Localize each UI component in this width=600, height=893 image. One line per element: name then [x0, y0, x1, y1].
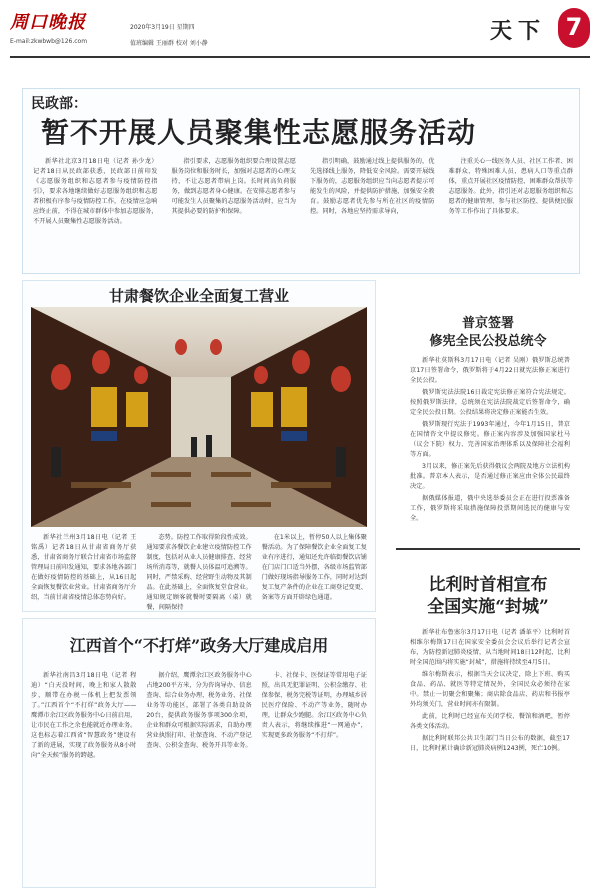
article-paragraph: 新华社布鲁塞尔3月17日电（记者 潘革平）比利时首相维尔梅斯17日在国家安全委员会会议后举行记者会宣布，为防控新冠肺炎疫情，从当地时间18日12时起，比利时全国范围内将实施“封城”，措施将持续至4月5日。 [410, 629, 570, 666]
editor-credits: 值班编辑 王丽群 校对 刘小静 [130, 40, 208, 47]
article-headline: 江西首个“不打烊”政务大厅建成启用 [69, 636, 329, 655]
email-line: E-mail:zkwbwb@126.com [10, 38, 88, 45]
masthead-divider [10, 56, 590, 58]
issue-date: 2020年3月19日 星期四 [130, 24, 195, 31]
article-column: 指引明确，鼓励通过线上提供服务的，优先选择线上服务，降低安全风险。需要开展线下服务的，志愿服务组织应当向志愿者提示可能发生的风险，并提供防护措施，加强安全教育。鼓励志愿者优先参与所在社区的疫情防控。同时，各地应坚持需求导向， [310, 158, 435, 215]
article-subheadline: 全国实施“封城” [427, 597, 549, 617]
article-belgium-lockdown [396, 548, 580, 888]
article-column: 卡、社保卡、医保证等常用电子证照，出具无犯罪证明、公积金缴存、社保参保、税务完税等证明，办理城乡居民医疗保险、不动产等业务，随时办理，让群众少跑腿。余江区政务中心负责人表示，将继续推进“一网通办”，实现更多政务服务“不打烊”。 [261, 672, 367, 739]
article-volunteer-service [22, 88, 580, 274]
masthead [10, 8, 590, 78]
article-jiangxi-service-hall [22, 618, 376, 888]
restaurant-street-photo [31, 307, 367, 527]
article-headline: 暂不开展人员聚集性志愿服务活动 [41, 116, 477, 149]
article-column: 注重关心一线医务人员、社区工作者、困难群众、特殊困难人员、患病人口等重点群体，重点开展社区疫情防控、困难群众帮扶等志愿服务。此外，指引还对志愿服务组织和志愿者的健康管理、参与社区防控、提供便民服务等工作作出了具体要求。 [448, 158, 573, 215]
page-number-badge: 7 [558, 8, 590, 48]
article-paragraph: 此前，比利时已经宣布关闭学校、餐馆和酒吧，暂停各类文体活动。 [410, 713, 570, 730]
section-title: 天下 [490, 18, 547, 44]
article-column: 新华社南昌3月18日电（记者 程迪）“白天没时间，晚上和家人散散步，顺带在办税一体机上把发票领了。”江西首个“不打烊”政务大厅——鹰潭市余江区政务服务中心日前启用，让市民在工作之余也能就近办理业务。这也标志着江西省“智慧政务”建设有了新的进展，实现了政务服务从8小时向“全天候”服务的跨越。 [31, 672, 137, 759]
article-paragraph: 据俄媒体报道，俄中央选举委员会正在进行投票准备工作，俄罗斯将采取措施保障投票期间选民的健康与安全。 [410, 495, 570, 522]
article-headline: 甘肃餐饮企业全面复工营业 [108, 287, 289, 305]
article-paragraph: 新华社莫斯科3月17日电（记者 吴刚）俄罗斯总统普京17日签署命令，俄罗斯将于4月22日就宪法修正案进行全民公投。 [410, 357, 570, 384]
article-paragraph: 俄罗斯现行宪法于1993年通过，今年1月15日，普京在国情咨文中提议修宪。修正案内容涉及加强国家杜马（议会下院）权力、完善国家治理体系以及保障社会福利等方面。 [410, 421, 570, 458]
article-column: 新华社北京3月18日电（记者 孙少龙）记者18日从民政部获悉，民政部日前印发《志愿服务组织和志愿者参与疫情防控指引》，要求各地继续做好志愿服务组织和志愿者积极有序参与疫情防控工作，在疫情应急响应终止前，不得在城市群体中参加志愿服务，不开展人员聚集性志愿服务活动。 [33, 158, 158, 225]
article-paragraph: 俄罗斯宪法法院16日裁定宪法修正案符合宪法规定。按照俄罗斯法律，总统须在宪法法院裁定后签署命令，确定全民公投日期。公投结果将决定修正案能否生效。 [410, 389, 570, 416]
newspaper-logo: 周口晚报 [10, 12, 86, 33]
article-column: 新华社兰州3月18日电（记者 王铭禹）记者18日从甘肃省商务厅获悉，甘肃省商务厅联合甘肃省市场监督管理局日前印发通知，要求各地各部门在做好疫情防控的基础上，从16日起全面恢复餐饮业营业。甘肃省商务厅介绍，当前甘肃省疫情总体态势向好。 [31, 534, 137, 601]
article-kicker: 民政部： [31, 96, 87, 112]
article-column: 据介绍，鹰潭余江区政务服务中心占地200平方米，分为咨询导办、信息查询、综合业务办理、税务业务、社保业务等功能区，部署了各类自助设备20台，提供政务服务事项300余项，企业和群众可根据实际需求，自助办理营业执照打印、社保查询、不动产登记查询、公积金查询、税务开具等业务。 [146, 672, 252, 749]
article-column: 态势。防控工作取得阶段性成效。通知要求各餐饮企业建立疫情防控工作制度，包括对从业人员健康排查、经营场所消毒等，就餐人员体温可追溯等。同时，严禁采购、经营野生动物及其制品。在此基础上，全面恢复堂食营业。通知规定顾客就餐时要隔离（桌）就餐，间隔保持 [146, 534, 252, 611]
article-paragraph: 维尔梅斯表示，根据当天会议决定，除上下班、购买食品、药品、就医等特定情况外，全国民众必须待在家中。禁止一切聚会和聚集；商店除食品店、药店和书报亭外均须关门，营业时间亦有限制。 [410, 671, 570, 708]
article-gansu-restaurants [22, 280, 376, 612]
article-putin-referendum [396, 292, 580, 528]
article-paragraph: 据比利时联邦公共卫生部门当日公布的数据，截至17日，比利时累计确诊新冠肺炎病例1243例，死亡10例。 [410, 735, 570, 752]
article-column: 指引要求，志愿服务组织要合理设置志愿服务岗位和服务时长，加强对志愿者的心理支持，不让志愿者带病上岗。长时间高负荷服务，做到志愿者身心健康。在安排志愿者参与可能发生人员聚集的志愿服务活动时，应当为其提供必要的防护和保障。 [171, 158, 296, 215]
photo-illustration [31, 307, 367, 527]
article-paragraph: 3月以来，修正案先后获得俄议会两院及地方立法机构批准。普京本人表示，是否通过修正案应由全体公民最终决定。 [410, 463, 570, 490]
article-headline: 比利时首相宣布 [428, 575, 548, 595]
article-headline: 普京签署 [461, 316, 514, 331]
article-column: 在1米以上，暂停50人以上集体聚餐活动。为了保障餐饮企业全面复工复业有序进行，通知还允许临街餐饮店铺在门店门口适当外摆，各级市场监管部门做好现场指导服务工作，同时对达到复工复产条件的企业在工商登记变更、备案等方面开辟绿色通道。 [261, 534, 367, 601]
article-subheadline: 修宪全民公投总统令 [429, 334, 547, 349]
